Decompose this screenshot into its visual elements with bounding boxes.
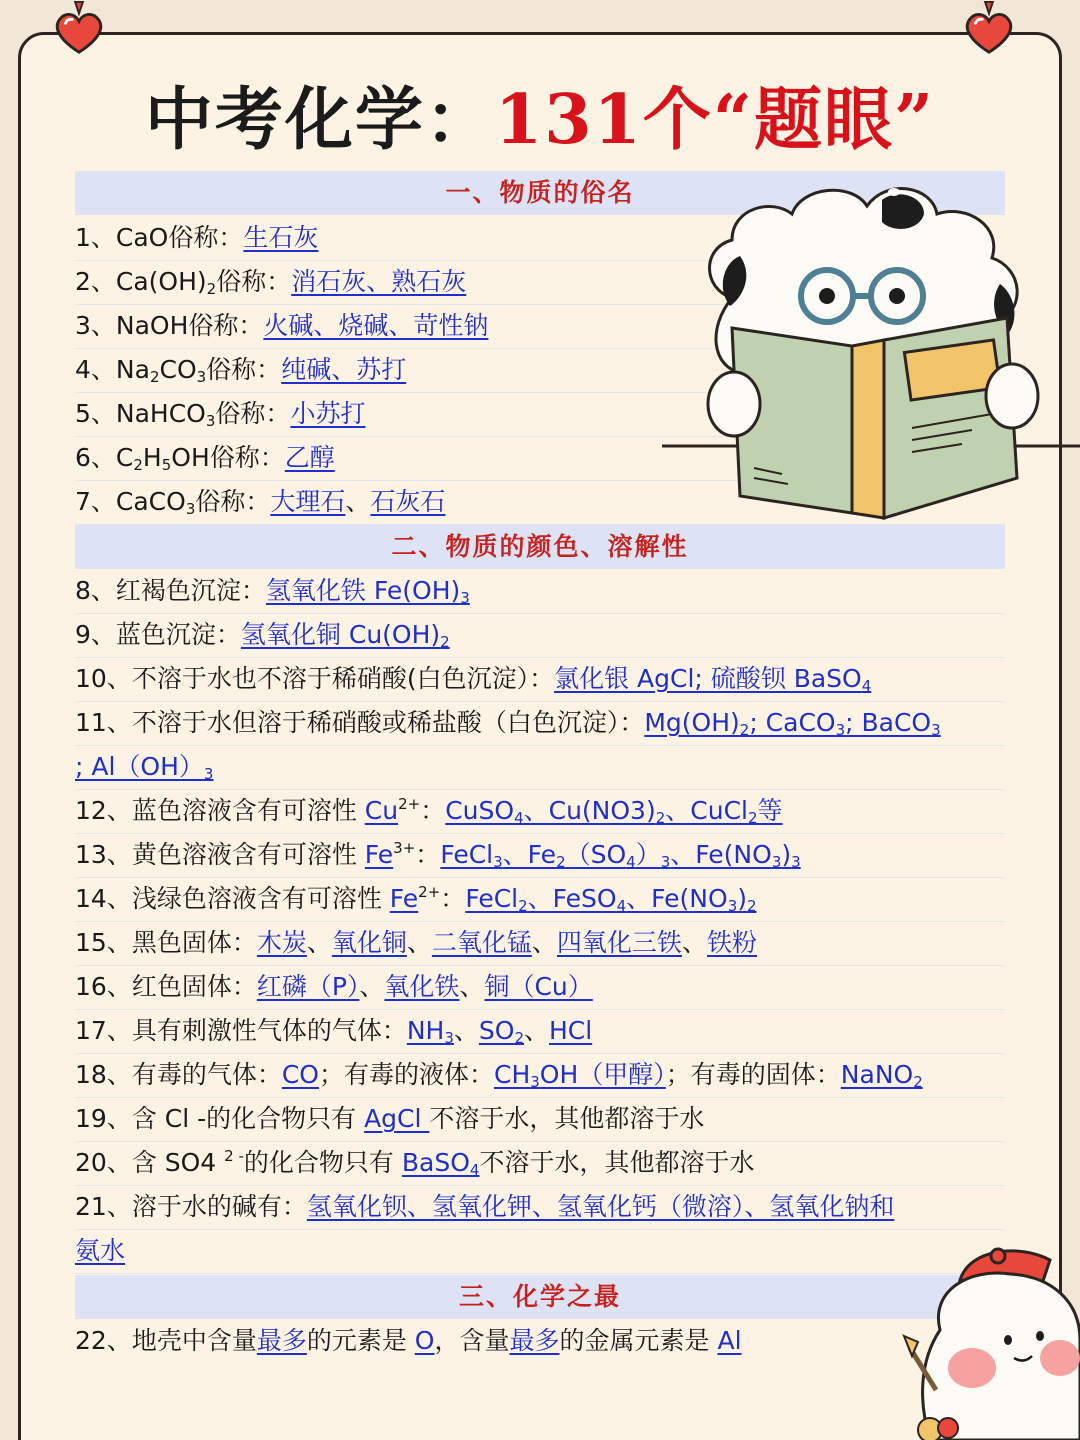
reading-dog-illustration	[662, 178, 1080, 528]
answer: 火碱、烧碱、苛性钠	[263, 311, 489, 340]
answer: AgCl	[364, 1104, 430, 1133]
answer: CO	[281, 1060, 319, 1089]
answer: FeCl$_2$、FeSO$_4$、$Fe(NO_3)_2$	[465, 884, 757, 915]
section-header: 三、化学之最	[75, 1275, 1005, 1319]
answer: 红磷（P）	[256, 972, 360, 1001]
answer: 乙醇	[284, 443, 335, 472]
list-item: 14、浅绿色溶液含有可溶性 $Fe^{2+}$：FeCl$_2$、FeSO$_4$、$Fe(NO_3)_2$	[75, 877, 1005, 922]
answer: 四氧化三铁	[556, 928, 682, 957]
answer: FeCl$_3$、$Fe_2(SO_4)_3$、$Fe(NO_3)_3$	[440, 840, 801, 871]
answer: Al	[717, 1326, 742, 1355]
list-item: 6、$C_2H_5OH$俗称：乙醇	[75, 436, 1005, 481]
answer: 大理石	[270, 487, 346, 516]
title-main: 中考化学：	[144, 80, 495, 160]
list-item: 10、不溶于水也不溶于稀硝酸(白色沉淀）：氯化银 AgCl; 硫酸钡 BaSO$_4$	[75, 657, 1005, 702]
answer: 氨水	[75, 1236, 126, 1265]
answer: $NH_3$	[406, 1016, 454, 1047]
list-item: 17、具有刺激性气体的气体：$NH_3$、$SO_2$、HCl	[75, 1009, 1005, 1054]
list-item: 15、黑色固体：木炭、氧化铜、二氧化锰、四氧化三铁、铁粉	[75, 921, 1005, 966]
answer: 石灰石	[370, 487, 446, 516]
list-item: 8、红褐色沉淀：氢氧化铁 $Fe(OH)_3$	[75, 569, 1005, 614]
ion: Fe	[364, 840, 394, 869]
list-item: 18、有毒的气体：CO；有毒的液体：$CH_3OH$（甲醇）；有毒的固体：NaNO$_2$	[75, 1053, 1005, 1098]
answer: 最多	[256, 1326, 307, 1355]
list-item: 12、蓝色溶液含有可溶性 $Cu^{2+}$：CuSO$_4$、$Cu(NO3)_2$、CuCl$_2$等	[75, 789, 1005, 834]
answer: 消石灰、熟石灰	[291, 267, 467, 296]
answer: ; $Al(OH)_3$	[75, 752, 214, 783]
list-item: 22、地壳中含量最多的元素是 O，含量最多的金属元素是 Al	[75, 1326, 742, 1355]
answer: 铁粉	[706, 928, 757, 957]
list-item: 11、不溶于水但溶于稀硝酸或稀盐酸（白色沉淀）：$Mg(OH)_2$; CaCO$_3$; BaCO$_3$	[75, 701, 1005, 746]
answer: 小苏打	[290, 399, 366, 428]
answer: O	[414, 1326, 435, 1355]
answer: $SO_2$	[478, 1016, 524, 1047]
list-item: 1、CaO俗称：生石灰	[75, 216, 1005, 261]
answer: BaSO$_4$	[401, 1148, 480, 1179]
cat-painter-illustration	[900, 1240, 1080, 1440]
list-item-continued	[75, 1229, 1005, 1274]
answer: 氢氧化铁 $Fe(OH)_3$	[265, 576, 470, 607]
list-item: 3、NaOH俗称：火碱、烧碱、苛性钠	[75, 304, 1005, 349]
section-header: 二、物质的颜色、溶解性	[75, 525, 1005, 569]
answer: 木炭	[256, 928, 307, 957]
heart-icon	[50, 0, 108, 58]
list-item-continued	[75, 745, 1005, 790]
list-item: 5、NaHCO$_3$俗称：小苏打	[75, 392, 1005, 437]
answer: 氧化铜	[331, 928, 407, 957]
list-item: 7、CaCO$_3$俗称：大理石、石灰石	[75, 480, 1005, 525]
list-item: 20、含 SO4 $^{2 -}$的化合物只有 BaSO$_4$不溶于水，其他都溶于水	[75, 1141, 1005, 1186]
answer: $CH_3OH$（甲醇）	[493, 1060, 666, 1091]
answer: 氢氧化钡、氢氧化钾、氢氧化钙（微溶）、氢氧化钠和	[306, 1192, 895, 1221]
list-item: 21、溶于水的碱有：氢氧化钡、氢氧化钾、氢氧化钙（微溶）、氢氧化钠和	[75, 1185, 1005, 1230]
list-item: 19、含 Cl -的化合物只有 AgCl 不溶于水，其他都溶于水	[75, 1097, 1005, 1142]
page-title	[0, 70, 1080, 170]
answer: 纯碱、苏打	[281, 355, 407, 384]
list-item: 9、蓝色沉淀：氢氧化铜 $Cu(OH)_2$	[75, 613, 1005, 658]
answer: 生石灰	[243, 223, 319, 252]
list-item: 13、黄色溶液含有可溶性 $Fe^{3+}$：FeCl$_3$、$Fe_2(SO_4)_3$、$Fe(NO_3)_3$	[75, 833, 1005, 878]
list-item: 16、红色固体：红磷（P）、氧化铁、铜（Cu）	[75, 965, 1005, 1010]
ion: Fe	[389, 884, 419, 913]
answer: 氢氧化铜 $Cu(OH)_2$	[240, 620, 450, 651]
answer: 氯化银 AgCl; 硫酸钡 BaSO$_4$	[554, 664, 872, 695]
answer: 最多	[509, 1326, 560, 1355]
title-highlight: 131个“题眼”	[494, 80, 936, 160]
answer: 铜（Cu）	[484, 972, 593, 1001]
section-header: 一、物质的俗名	[75, 171, 1005, 215]
answer: CuSO$_4$、$Cu(NO3)_2$、CuCl$_2$等	[445, 796, 783, 827]
ion: Cu	[364, 796, 399, 825]
answer: NaNO$_2$	[840, 1060, 923, 1091]
answer: 二氧化锰	[431, 928, 532, 957]
answer: $Mg(OH)_2$; CaCO$_3$; BaCO$_3$	[644, 708, 941, 739]
list-item: 2、$Ca(OH)_2$俗称：消石灰、熟石灰	[75, 260, 1005, 305]
answer: HCl	[549, 1016, 593, 1045]
answer: 氧化铁	[384, 972, 460, 1001]
heart-icon	[960, 0, 1018, 58]
list-item: 4、$Na_2CO_3$俗称：纯碱、苏打	[75, 348, 1005, 393]
